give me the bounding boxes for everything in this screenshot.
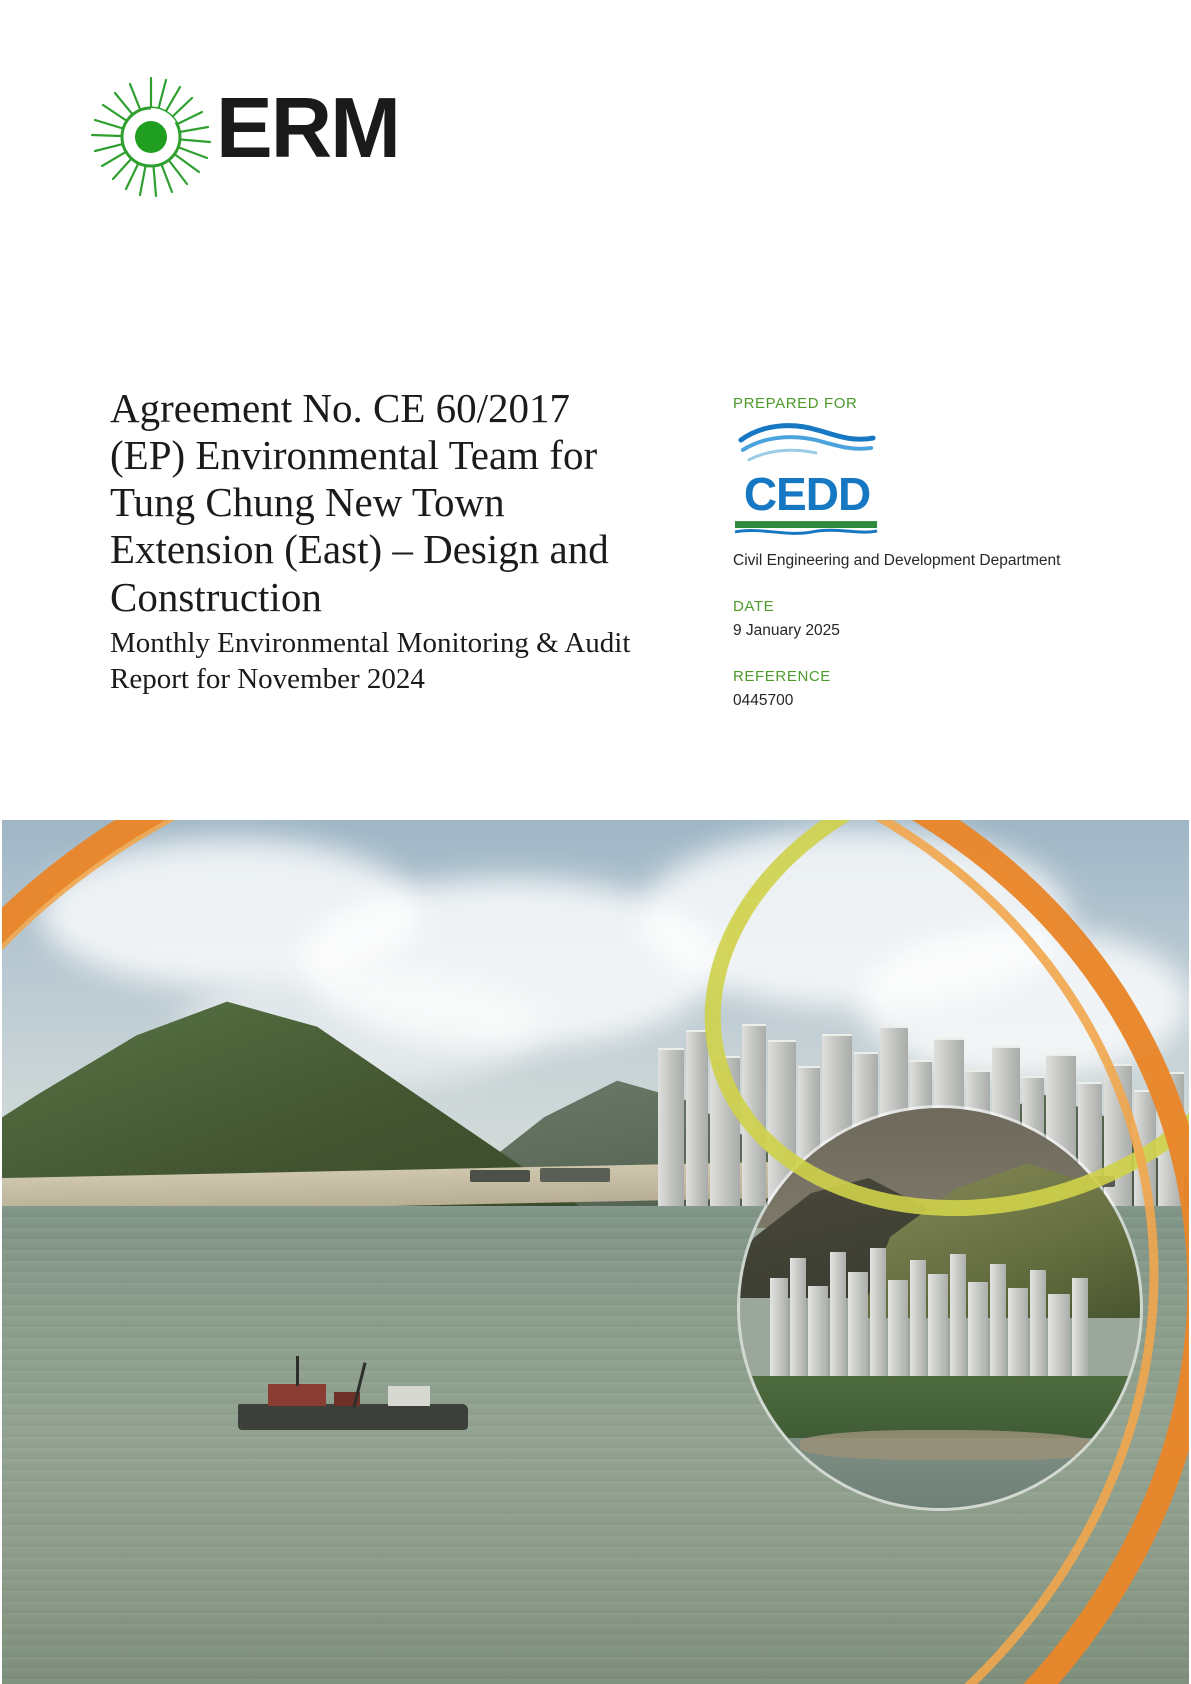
prepared-for-label: PREPARED FOR: [733, 395, 858, 412]
document-subtitle: Monthly Environmental Monitoring & Audit Report for November 2024: [110, 626, 631, 695]
cover-title-block: [110, 385, 655, 697]
decorative-arc-orange: [0, 818, 1191, 1684]
client-name: Civil Engineering and Development Department: [733, 552, 1061, 569]
mask-left: [0, 818, 2, 1684]
erm-wordmark: ERM: [216, 81, 399, 176]
cedd-logo: [733, 420, 881, 539]
cover-photo: [0, 818, 1191, 1684]
cover-meta-block: [733, 395, 1093, 712]
document-title: Agreement No. CE 60/2017 (EP) Environmental Team for Tung Chung New Town Extension (East) – Design and Construction: [110, 385, 609, 620]
date-value: 9 January 2025: [733, 621, 840, 639]
reference-label: REFERENCE: [733, 667, 831, 685]
erm-sunburst-icon: [86, 72, 216, 202]
reference-value: 0445700: [733, 691, 794, 709]
cedd-wordmark: CEDD: [743, 468, 871, 520]
date-label: DATE: [733, 597, 775, 615]
erm-logo: [86, 72, 446, 202]
mask-top: [0, 818, 1191, 820]
